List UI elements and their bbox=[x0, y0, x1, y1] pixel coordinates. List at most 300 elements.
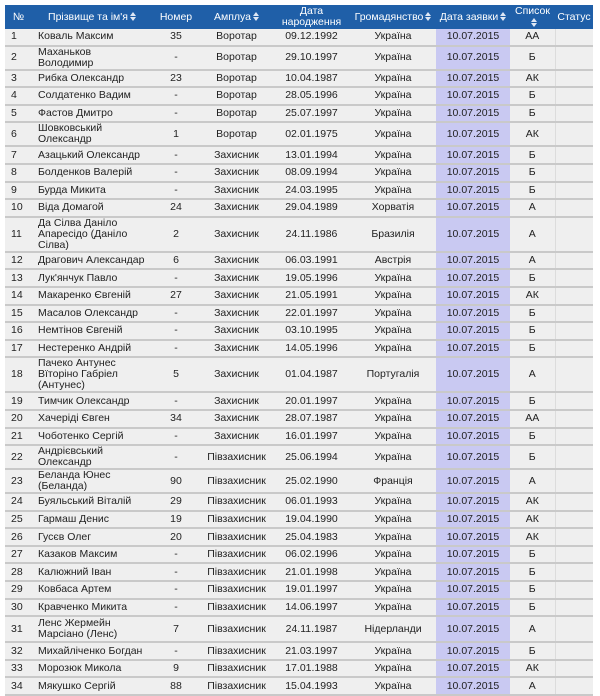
cell-status bbox=[555, 445, 593, 469]
cell-status bbox=[555, 182, 593, 200]
cell-status bbox=[555, 677, 593, 695]
cell-birth-date: 25.06.1994 bbox=[273, 445, 350, 469]
cell-status bbox=[555, 642, 593, 660]
cell-index: 5 bbox=[5, 105, 32, 123]
cell-position: Захисник bbox=[200, 252, 273, 270]
cell-index: 11 bbox=[5, 217, 32, 252]
cell-name: Тимчик Олександр bbox=[32, 392, 152, 410]
cell-index: 30 bbox=[5, 599, 32, 617]
cell-position: Півзахисник bbox=[200, 642, 273, 660]
cell-application-date: 10.07.2015 bbox=[436, 581, 510, 599]
column-header-position-label: Амплуа bbox=[213, 10, 251, 23]
cell-index: 6 bbox=[5, 122, 32, 146]
cell-application-date: 10.07.2015 bbox=[436, 340, 510, 358]
cell-list: Б bbox=[510, 546, 555, 564]
table-row bbox=[5, 428, 593, 446]
squad-table-container bbox=[5, 5, 593, 696]
cell-position: Півзахисник bbox=[200, 469, 273, 493]
table-row bbox=[5, 146, 593, 164]
cell-position: Захисник bbox=[200, 428, 273, 446]
cell-name: Мякушко Сергій bbox=[32, 677, 152, 695]
cell-number: 1 bbox=[152, 122, 200, 146]
cell-position: Півзахисник bbox=[200, 563, 273, 581]
table-row bbox=[5, 70, 593, 88]
table-row bbox=[5, 269, 593, 287]
squad-table bbox=[5, 5, 593, 696]
cell-list: АК bbox=[510, 122, 555, 146]
cell-index: 25 bbox=[5, 511, 32, 529]
cell-birth-date: 29.04.1989 bbox=[273, 199, 350, 217]
table-row bbox=[5, 87, 593, 105]
cell-list: А bbox=[510, 469, 555, 493]
cell-citizenship: Україна bbox=[350, 340, 436, 358]
cell-position: Воротар bbox=[200, 29, 273, 46]
table-row bbox=[5, 217, 593, 252]
column-header-index bbox=[5, 5, 32, 29]
cell-name: Хачеріді Євген bbox=[32, 410, 152, 428]
cell-number: 27 bbox=[152, 287, 200, 305]
cell-number: - bbox=[152, 445, 200, 469]
table-row bbox=[5, 599, 593, 617]
cell-name: Шовковський Олександр bbox=[32, 122, 152, 146]
cell-number: 19 bbox=[152, 511, 200, 529]
cell-citizenship: Україна bbox=[350, 269, 436, 287]
cell-birth-date: 20.01.1997 bbox=[273, 392, 350, 410]
cell-list: Б bbox=[510, 164, 555, 182]
cell-citizenship: Україна bbox=[350, 29, 436, 46]
cell-index: 8 bbox=[5, 164, 32, 182]
cell-number: 35 bbox=[152, 29, 200, 46]
cell-application-date: 10.07.2015 bbox=[436, 87, 510, 105]
cell-citizenship: Україна bbox=[350, 322, 436, 340]
cell-position: Півзахисник bbox=[200, 528, 273, 546]
cell-citizenship: Україна bbox=[350, 87, 436, 105]
cell-list: АА bbox=[510, 410, 555, 428]
cell-name: Ленс Жермейн Марсіано (Ленс) bbox=[32, 616, 152, 642]
cell-application-date: 10.07.2015 bbox=[436, 357, 510, 392]
cell-birth-date: 25.07.1997 bbox=[273, 105, 350, 123]
cell-list: АК bbox=[510, 493, 555, 511]
cell-application-date: 10.07.2015 bbox=[436, 493, 510, 511]
cell-number: - bbox=[152, 340, 200, 358]
cell-status bbox=[555, 70, 593, 88]
cell-name: Маханьков Володимир bbox=[32, 46, 152, 70]
cell-list: Б bbox=[510, 46, 555, 70]
cell-name: Михайліченко Богдан bbox=[32, 642, 152, 660]
cell-status bbox=[555, 46, 593, 70]
cell-birth-date: 29.10.1997 bbox=[273, 46, 350, 70]
table-row bbox=[5, 445, 593, 469]
cell-birth-date: 22.01.1997 bbox=[273, 305, 350, 323]
cell-status bbox=[555, 528, 593, 546]
table-row bbox=[5, 122, 593, 146]
cell-status bbox=[555, 322, 593, 340]
cell-position: Захисник bbox=[200, 199, 273, 217]
cell-index: 18 bbox=[5, 357, 32, 392]
cell-index: 29 bbox=[5, 581, 32, 599]
cell-index: 34 bbox=[5, 677, 32, 695]
cell-application-date: 10.07.2015 bbox=[436, 322, 510, 340]
sort-up-down-icon[interactable] bbox=[425, 12, 431, 21]
cell-citizenship: Україна bbox=[350, 511, 436, 529]
cell-number: - bbox=[152, 428, 200, 446]
cell-index: 3 bbox=[5, 70, 32, 88]
cell-position: Захисник bbox=[200, 182, 273, 200]
cell-list: Б bbox=[510, 392, 555, 410]
cell-number: - bbox=[152, 642, 200, 660]
cell-application-date: 10.07.2015 bbox=[436, 469, 510, 493]
cell-position: Півзахисник bbox=[200, 599, 273, 617]
cell-list: Б bbox=[510, 146, 555, 164]
cell-index: 21 bbox=[5, 428, 32, 446]
cell-number: 24 bbox=[152, 199, 200, 217]
cell-application-date: 10.07.2015 bbox=[436, 599, 510, 617]
cell-name: Лук'янчук Павло bbox=[32, 269, 152, 287]
cell-status bbox=[555, 511, 593, 529]
cell-citizenship: Україна bbox=[350, 581, 436, 599]
cell-status bbox=[555, 252, 593, 270]
cell-index: 15 bbox=[5, 305, 32, 323]
cell-name: Калюжний Іван bbox=[32, 563, 152, 581]
cell-list: АК bbox=[510, 70, 555, 88]
cell-application-date: 10.07.2015 bbox=[436, 410, 510, 428]
cell-position: Захисник bbox=[200, 340, 273, 358]
cell-number: 88 bbox=[152, 677, 200, 695]
cell-application-date: 10.07.2015 bbox=[436, 546, 510, 564]
sort-up-down-icon[interactable] bbox=[531, 18, 537, 27]
cell-application-date: 10.07.2015 bbox=[436, 445, 510, 469]
cell-citizenship: Україна bbox=[350, 677, 436, 695]
cell-number: - bbox=[152, 392, 200, 410]
cell-number: - bbox=[152, 269, 200, 287]
cell-index: 2 bbox=[5, 46, 32, 70]
cell-index: 22 bbox=[5, 445, 32, 469]
table-row bbox=[5, 546, 593, 564]
cell-position: Захисник bbox=[200, 305, 273, 323]
cell-list: Б bbox=[510, 428, 555, 446]
column-header-citizenship[interactable] bbox=[350, 5, 436, 29]
cell-citizenship: Україна bbox=[350, 445, 436, 469]
cell-name: Масалов Олександр bbox=[32, 305, 152, 323]
table-row bbox=[5, 410, 593, 428]
table-row bbox=[5, 164, 593, 182]
cell-application-date: 10.07.2015 bbox=[436, 287, 510, 305]
cell-position: Півзахисник bbox=[200, 581, 273, 599]
cell-list: Б bbox=[510, 340, 555, 358]
cell-name: Казаков Максим bbox=[32, 546, 152, 564]
column-header-number bbox=[152, 5, 200, 29]
cell-number: 5 bbox=[152, 357, 200, 392]
cell-position: Захисник bbox=[200, 410, 273, 428]
cell-status bbox=[555, 410, 593, 428]
table-row bbox=[5, 469, 593, 493]
cell-application-date: 10.07.2015 bbox=[436, 511, 510, 529]
cell-name: Гусєв Олег bbox=[32, 528, 152, 546]
cell-list: Б bbox=[510, 269, 555, 287]
cell-status bbox=[555, 287, 593, 305]
cell-name: Беланда Юнес (Беланда) bbox=[32, 469, 152, 493]
cell-position: Півзахисник bbox=[200, 616, 273, 642]
cell-status bbox=[555, 217, 593, 252]
cell-number: 2 bbox=[152, 217, 200, 252]
cell-status bbox=[555, 392, 593, 410]
cell-position: Півзахисник bbox=[200, 546, 273, 564]
column-header-list[interactable] bbox=[510, 5, 555, 29]
cell-birth-date: 09.12.1992 bbox=[273, 29, 350, 46]
cell-citizenship: Україна bbox=[350, 305, 436, 323]
cell-number: - bbox=[152, 182, 200, 200]
cell-list: Б bbox=[510, 105, 555, 123]
cell-citizenship: Україна bbox=[350, 105, 436, 123]
cell-list: АК bbox=[510, 511, 555, 529]
cell-number: 34 bbox=[152, 410, 200, 428]
cell-citizenship: Бразилія bbox=[350, 217, 436, 252]
cell-index: 33 bbox=[5, 660, 32, 678]
cell-application-date: 10.07.2015 bbox=[436, 642, 510, 660]
cell-index: 32 bbox=[5, 642, 32, 660]
cell-number: - bbox=[152, 46, 200, 70]
cell-position: Півзахисник bbox=[200, 493, 273, 511]
cell-status bbox=[555, 164, 593, 182]
cell-birth-date: 02.01.1975 bbox=[273, 122, 350, 146]
cell-number: - bbox=[152, 599, 200, 617]
table-row bbox=[5, 660, 593, 678]
cell-birth-date: 21.03.1997 bbox=[273, 642, 350, 660]
cell-status bbox=[555, 493, 593, 511]
cell-list: А bbox=[510, 616, 555, 642]
cell-position: Воротар bbox=[200, 70, 273, 88]
cell-name: Фастов Дмитро bbox=[32, 105, 152, 123]
cell-status bbox=[555, 105, 593, 123]
cell-position: Воротар bbox=[200, 105, 273, 123]
cell-list: АК bbox=[510, 287, 555, 305]
cell-number: - bbox=[152, 305, 200, 323]
table-row bbox=[5, 528, 593, 546]
cell-application-date: 10.07.2015 bbox=[436, 146, 510, 164]
cell-application-date: 10.07.2015 bbox=[436, 660, 510, 678]
table-row bbox=[5, 105, 593, 123]
table-row bbox=[5, 677, 593, 695]
table-body bbox=[5, 29, 593, 695]
cell-birth-date: 10.04.1987 bbox=[273, 70, 350, 88]
cell-list: А bbox=[510, 677, 555, 695]
cell-name: Коваль Максим bbox=[32, 29, 152, 46]
cell-position: Захисник bbox=[200, 269, 273, 287]
cell-index: 4 bbox=[5, 87, 32, 105]
cell-birth-date: 24.03.1995 bbox=[273, 182, 350, 200]
cell-number: 20 bbox=[152, 528, 200, 546]
cell-list: А bbox=[510, 199, 555, 217]
column-header-application-date[interactable] bbox=[436, 5, 510, 29]
cell-status bbox=[555, 340, 593, 358]
cell-name: Буяльський Віталій bbox=[32, 493, 152, 511]
cell-name: Немтінов Євгеній bbox=[32, 322, 152, 340]
cell-citizenship: Україна bbox=[350, 164, 436, 182]
column-header-status-label: Статус bbox=[557, 10, 591, 23]
cell-status bbox=[555, 546, 593, 564]
cell-number: - bbox=[152, 322, 200, 340]
cell-name: Азацький Олександр bbox=[32, 146, 152, 164]
cell-index: 7 bbox=[5, 146, 32, 164]
cell-application-date: 10.07.2015 bbox=[436, 182, 510, 200]
cell-status bbox=[555, 616, 593, 642]
cell-name: Болденков Валерій bbox=[32, 164, 152, 182]
column-header-index-label: № bbox=[12, 10, 25, 23]
cell-citizenship: Хорватія bbox=[350, 199, 436, 217]
cell-list: АА bbox=[510, 29, 555, 46]
cell-name: Нестеренко Андрій bbox=[32, 340, 152, 358]
table-row bbox=[5, 642, 593, 660]
cell-name: Рибка Олександр bbox=[32, 70, 152, 88]
table-header-row bbox=[5, 5, 593, 29]
cell-position: Півзахисник bbox=[200, 660, 273, 678]
table-row bbox=[5, 511, 593, 529]
cell-name: Пачеко Антунес Вїторіно Габріел (Антунес) bbox=[32, 357, 152, 392]
cell-list: Б bbox=[510, 445, 555, 469]
cell-list: АК bbox=[510, 528, 555, 546]
cell-name: Да Сілва Даніло Апаресідо (Даніло Сілва) bbox=[32, 217, 152, 252]
column-header-number-label: Номер bbox=[159, 10, 193, 23]
cell-status bbox=[555, 269, 593, 287]
cell-birth-date: 03.10.1995 bbox=[273, 322, 350, 340]
cell-position: Захисник bbox=[200, 146, 273, 164]
cell-application-date: 10.07.2015 bbox=[436, 29, 510, 46]
sort-up-down-icon[interactable] bbox=[130, 12, 136, 21]
table-row bbox=[5, 357, 593, 392]
cell-position: Захисник bbox=[200, 164, 273, 182]
cell-number: - bbox=[152, 105, 200, 123]
cell-position: Захисник bbox=[200, 322, 273, 340]
cell-birth-date: 28.05.1996 bbox=[273, 87, 350, 105]
cell-list: Б bbox=[510, 305, 555, 323]
cell-birth-date: 25.04.1983 bbox=[273, 528, 350, 546]
cell-birth-date: 17.01.1988 bbox=[273, 660, 350, 678]
cell-birth-date: 21.01.1998 bbox=[273, 563, 350, 581]
cell-status bbox=[555, 428, 593, 446]
cell-index: 26 bbox=[5, 528, 32, 546]
cell-application-date: 10.07.2015 bbox=[436, 217, 510, 252]
column-header-name-label: Прізвище та ім'я bbox=[48, 10, 128, 23]
cell-position: Захисник bbox=[200, 287, 273, 305]
cell-number: 9 bbox=[152, 660, 200, 678]
cell-citizenship: Австрія bbox=[350, 252, 436, 270]
cell-application-date: 10.07.2015 bbox=[436, 46, 510, 70]
table-row bbox=[5, 305, 593, 323]
cell-list: Б bbox=[510, 642, 555, 660]
cell-index: 20 bbox=[5, 410, 32, 428]
cell-index: 12 bbox=[5, 252, 32, 270]
cell-status bbox=[555, 581, 593, 599]
cell-birth-date: 15.04.1993 bbox=[273, 677, 350, 695]
table-row bbox=[5, 493, 593, 511]
sort-up-down-icon[interactable] bbox=[500, 12, 506, 21]
cell-position: Півзахисник bbox=[200, 445, 273, 469]
cell-position: Півзахисник bbox=[200, 677, 273, 695]
cell-index: 24 bbox=[5, 493, 32, 511]
column-header-position[interactable] bbox=[200, 5, 273, 29]
table-row bbox=[5, 563, 593, 581]
cell-application-date: 10.07.2015 bbox=[436, 269, 510, 287]
cell-number: - bbox=[152, 581, 200, 599]
cell-status bbox=[555, 563, 593, 581]
cell-application-date: 10.07.2015 bbox=[436, 122, 510, 146]
cell-citizenship: Україна bbox=[350, 70, 436, 88]
table-row bbox=[5, 46, 593, 70]
cell-birth-date: 24.11.1987 bbox=[273, 616, 350, 642]
cell-citizenship: Україна bbox=[350, 428, 436, 446]
cell-list: Б bbox=[510, 87, 555, 105]
cell-birth-date: 19.01.1997 bbox=[273, 581, 350, 599]
cell-number: - bbox=[152, 87, 200, 105]
cell-list: Б bbox=[510, 322, 555, 340]
cell-name: Кравченко Микита bbox=[32, 599, 152, 617]
column-header-citizenship-label: Громадянство bbox=[354, 10, 424, 23]
cell-citizenship: Україна bbox=[350, 493, 436, 511]
cell-birth-date: 14.05.1996 bbox=[273, 340, 350, 358]
cell-index: 31 bbox=[5, 616, 32, 642]
cell-citizenship: Україна bbox=[350, 599, 436, 617]
cell-application-date: 10.07.2015 bbox=[436, 528, 510, 546]
cell-list: Б bbox=[510, 581, 555, 599]
cell-position: Півзахисник bbox=[200, 511, 273, 529]
column-header-name[interactable] bbox=[32, 5, 152, 29]
cell-birth-date: 28.07.1987 bbox=[273, 410, 350, 428]
cell-birth-date: 21.05.1991 bbox=[273, 287, 350, 305]
cell-application-date: 10.07.2015 bbox=[436, 199, 510, 217]
cell-application-date: 10.07.2015 bbox=[436, 105, 510, 123]
cell-index: 9 bbox=[5, 182, 32, 200]
cell-status bbox=[555, 199, 593, 217]
cell-citizenship: Україна bbox=[350, 563, 436, 581]
cell-number: 23 bbox=[152, 70, 200, 88]
table-row bbox=[5, 182, 593, 200]
column-header-birth-date bbox=[273, 5, 350, 29]
table-row bbox=[5, 392, 593, 410]
cell-status bbox=[555, 87, 593, 105]
cell-index: 14 bbox=[5, 287, 32, 305]
table-row bbox=[5, 252, 593, 270]
cell-citizenship: Україна bbox=[350, 392, 436, 410]
cell-name: Андрієвський Олександр bbox=[32, 445, 152, 469]
cell-index: 16 bbox=[5, 322, 32, 340]
cell-citizenship: Україна bbox=[350, 46, 436, 70]
cell-number: - bbox=[152, 546, 200, 564]
cell-status bbox=[555, 305, 593, 323]
cell-citizenship: Україна bbox=[350, 642, 436, 660]
cell-status bbox=[555, 357, 593, 392]
cell-citizenship: Україна bbox=[350, 182, 436, 200]
sort-up-down-icon[interactable] bbox=[253, 12, 259, 21]
cell-citizenship: Україна bbox=[350, 122, 436, 146]
column-header-application-date-label: Дата заявки bbox=[439, 10, 499, 23]
cell-number: 6 bbox=[152, 252, 200, 270]
cell-birth-date: 14.06.1997 bbox=[273, 599, 350, 617]
cell-list: А bbox=[510, 357, 555, 392]
cell-list: АК bbox=[510, 660, 555, 678]
table-row bbox=[5, 581, 593, 599]
cell-birth-date: 06.03.1991 bbox=[273, 252, 350, 270]
table-row bbox=[5, 616, 593, 642]
cell-application-date: 10.07.2015 bbox=[436, 305, 510, 323]
cell-application-date: 10.07.2015 bbox=[436, 70, 510, 88]
cell-index: 17 bbox=[5, 340, 32, 358]
cell-name: Чоботенко Сергій bbox=[32, 428, 152, 446]
cell-citizenship: Франція bbox=[350, 469, 436, 493]
cell-birth-date: 25.02.1990 bbox=[273, 469, 350, 493]
cell-list: А bbox=[510, 252, 555, 270]
table-row bbox=[5, 29, 593, 46]
cell-position: Захисник bbox=[200, 357, 273, 392]
